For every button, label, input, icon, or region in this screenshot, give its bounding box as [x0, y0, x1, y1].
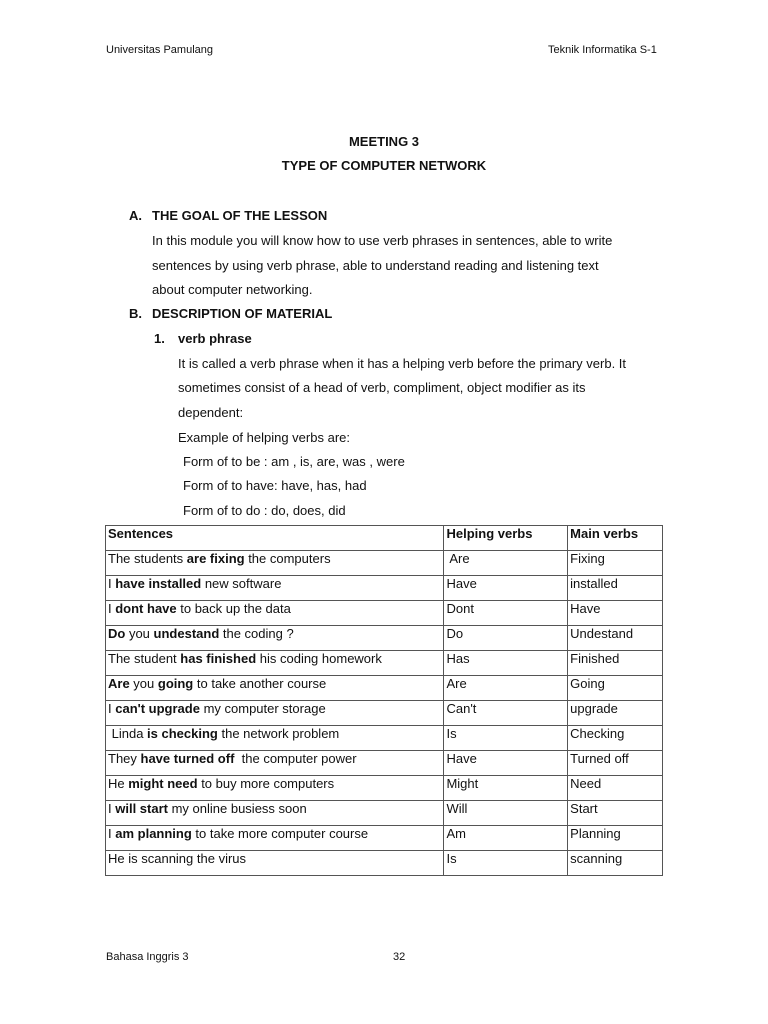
- sentence-text: The student: [108, 651, 181, 666]
- section-a-marker: A.: [129, 208, 142, 223]
- main-verb-cell: Turned off: [568, 751, 663, 776]
- sentence-cell: [106, 651, 444, 676]
- main-verb-cell: Undestand: [568, 626, 663, 651]
- sentence-text: his coding homework: [256, 651, 382, 666]
- page-number: 32: [393, 951, 406, 963]
- table-row: [106, 576, 663, 601]
- item-1-marker: 1.: [154, 331, 165, 346]
- table-header-row: [106, 526, 663, 551]
- sentence-cell: [106, 776, 444, 801]
- sentence-text: to take more computer course: [191, 826, 369, 841]
- verb-phrase-bold: is checking: [147, 726, 218, 741]
- sentence-cell: [106, 601, 444, 626]
- sentence-text: Linda: [108, 726, 148, 741]
- verb-phrase-bold: will start: [115, 801, 168, 816]
- table-row: [106, 601, 663, 626]
- sentence-text: I: [108, 576, 116, 591]
- verb-phrase-bold: going: [157, 676, 194, 691]
- sentence-text: I: [108, 701, 116, 716]
- item-1-line: It is called a verb phrase when it has a helping verb before the primary verb. It: [178, 356, 627, 371]
- sentence-cell: [106, 576, 444, 601]
- main-verb-cell: Planning: [568, 826, 663, 851]
- verb-phrase-bold: am planning: [115, 826, 192, 841]
- header-left: Universitas Pamulang: [106, 44, 213, 56]
- sentence-text: He is scanning the virus: [108, 851, 247, 866]
- helping-verb-form: Form of to do : do, does, did: [183, 503, 346, 518]
- main-verb-cell: installed: [568, 576, 663, 601]
- sentence-cell: [106, 551, 444, 576]
- table-row: [106, 826, 663, 851]
- helping-verb-cell: Are: [444, 676, 568, 701]
- helping-verb-cell: Has: [444, 651, 568, 676]
- helping-verb-cell: Have: [444, 576, 568, 601]
- sentence-text: you: [125, 626, 154, 641]
- table-row: [106, 776, 663, 801]
- sentence-text: The students: [108, 551, 187, 566]
- sentence-cell: [106, 676, 444, 701]
- main-verb-cell: Have: [568, 601, 663, 626]
- helping-verb-cell: Do: [444, 626, 568, 651]
- table-row: [106, 751, 663, 776]
- helping-verb-cell: Is: [444, 851, 568, 876]
- verb-phrase-bold: Are: [108, 676, 130, 691]
- sentence-text: new software: [201, 576, 282, 591]
- helping-verb-cell: Is: [444, 726, 568, 751]
- sentence-text: He: [108, 776, 129, 791]
- main-verb-cell: upgrade: [568, 701, 663, 726]
- sentence-cell: [106, 701, 444, 726]
- item-1-heading: verb phrase: [178, 331, 252, 346]
- item-1-line: Example of helping verbs are:: [178, 430, 350, 445]
- main-verb-cell: Start: [568, 801, 663, 826]
- section-b-heading: DESCRIPTION OF MATERIAL: [152, 306, 333, 321]
- table-body: [106, 551, 663, 876]
- main-verb-cell: Finished: [568, 651, 663, 676]
- sentence-text: the coding ?: [219, 626, 294, 641]
- section-a-line: In this module you will know how to use verb phrases in sentences, able to write: [152, 233, 613, 248]
- sentence-text: the network problem: [217, 726, 340, 741]
- helping-verb-cell: Might: [444, 776, 568, 801]
- verb-phrase-bold: have turned off: [140, 751, 235, 766]
- column-header-helping-verbs: Helping verbs: [444, 526, 568, 551]
- sentence-cell: [106, 851, 444, 876]
- main-verb-cell: Need: [568, 776, 663, 801]
- column-header-main-verbs: Main verbs: [568, 526, 663, 551]
- helping-verb-cell: Can't: [444, 701, 568, 726]
- helping-verb-cell: Will: [444, 801, 568, 826]
- verb-phrase-bold: Do: [108, 626, 126, 641]
- sentence-text: I: [108, 801, 116, 816]
- table-row: [106, 801, 663, 826]
- helping-verb-form: Form of to be : am , is, are, was , were: [183, 454, 405, 469]
- meeting-title: MEETING 3: [348, 134, 420, 149]
- verb-phrase-bold: might need: [128, 776, 198, 791]
- sentence-text: my online busiess soon: [167, 801, 307, 816]
- main-verb-cell: scanning: [568, 851, 663, 876]
- verb-phrase-bold: can't upgrade: [115, 701, 200, 716]
- table-row: [106, 551, 663, 576]
- sentence-text: to back up the data: [176, 601, 291, 616]
- helping-verb-cell: Am: [444, 826, 568, 851]
- sentence-text: I: [108, 826, 116, 841]
- verb-phrase-table: [105, 525, 663, 876]
- verb-phrase-bold: undestand: [153, 626, 220, 641]
- table-row: [106, 651, 663, 676]
- sentence-text: to take another course: [193, 676, 327, 691]
- header-right: Teknik Informatika S-1: [548, 44, 657, 56]
- sentence-text: the computer power: [234, 751, 357, 766]
- helping-verb-cell: Dont: [444, 601, 568, 626]
- topic-title: TYPE OF COMPUTER NETWORK: [281, 158, 487, 173]
- item-1-line: sometimes consist of a head of verb, compliment, object modifier as its: [178, 380, 586, 395]
- sentence-text: the computers: [244, 551, 331, 566]
- helping-verb-cell: Have: [444, 751, 568, 776]
- main-verb-cell: Going: [568, 676, 663, 701]
- section-b-marker: B.: [129, 306, 142, 321]
- main-verb-cell: Checking: [568, 726, 663, 751]
- sentence-text: to buy more computers: [197, 776, 335, 791]
- section-a-heading: THE GOAL OF THE LESSON: [152, 208, 328, 223]
- table-row: [106, 726, 663, 751]
- table-row: [106, 626, 663, 651]
- sentence-text: you: [129, 676, 158, 691]
- helping-verb-cell: Are: [444, 551, 568, 576]
- sentence-text: They: [108, 751, 141, 766]
- helping-verb-form: Form of to have: have, has, had: [183, 478, 367, 493]
- section-a-line: about computer networking.: [152, 282, 313, 297]
- sentence-cell: [106, 751, 444, 776]
- table-row: [106, 676, 663, 701]
- sentence-text: I: [108, 601, 116, 616]
- main-verb-cell: Fixing: [568, 551, 663, 576]
- verb-phrase-bold: dont have: [115, 601, 177, 616]
- footer-left: Bahasa Inggris 3: [106, 951, 189, 963]
- table-row: [106, 851, 663, 876]
- item-1-line: dependent:: [178, 405, 244, 420]
- sentence-cell: [106, 801, 444, 826]
- verb-phrase-bold: are fixing: [186, 551, 245, 566]
- sentence-cell: [106, 726, 444, 751]
- verb-phrase-bold: have installed: [115, 576, 202, 591]
- verb-phrase-bold: has finished: [180, 651, 257, 666]
- section-a-line: sentences by using verb phrase, able to understand reading and listening text: [152, 258, 599, 273]
- sentence-cell: [106, 826, 444, 851]
- table-row: [106, 701, 663, 726]
- column-header-sentences: Sentences: [106, 526, 444, 551]
- sentence-text: my computer storage: [199, 701, 326, 716]
- sentence-cell: [106, 626, 444, 651]
